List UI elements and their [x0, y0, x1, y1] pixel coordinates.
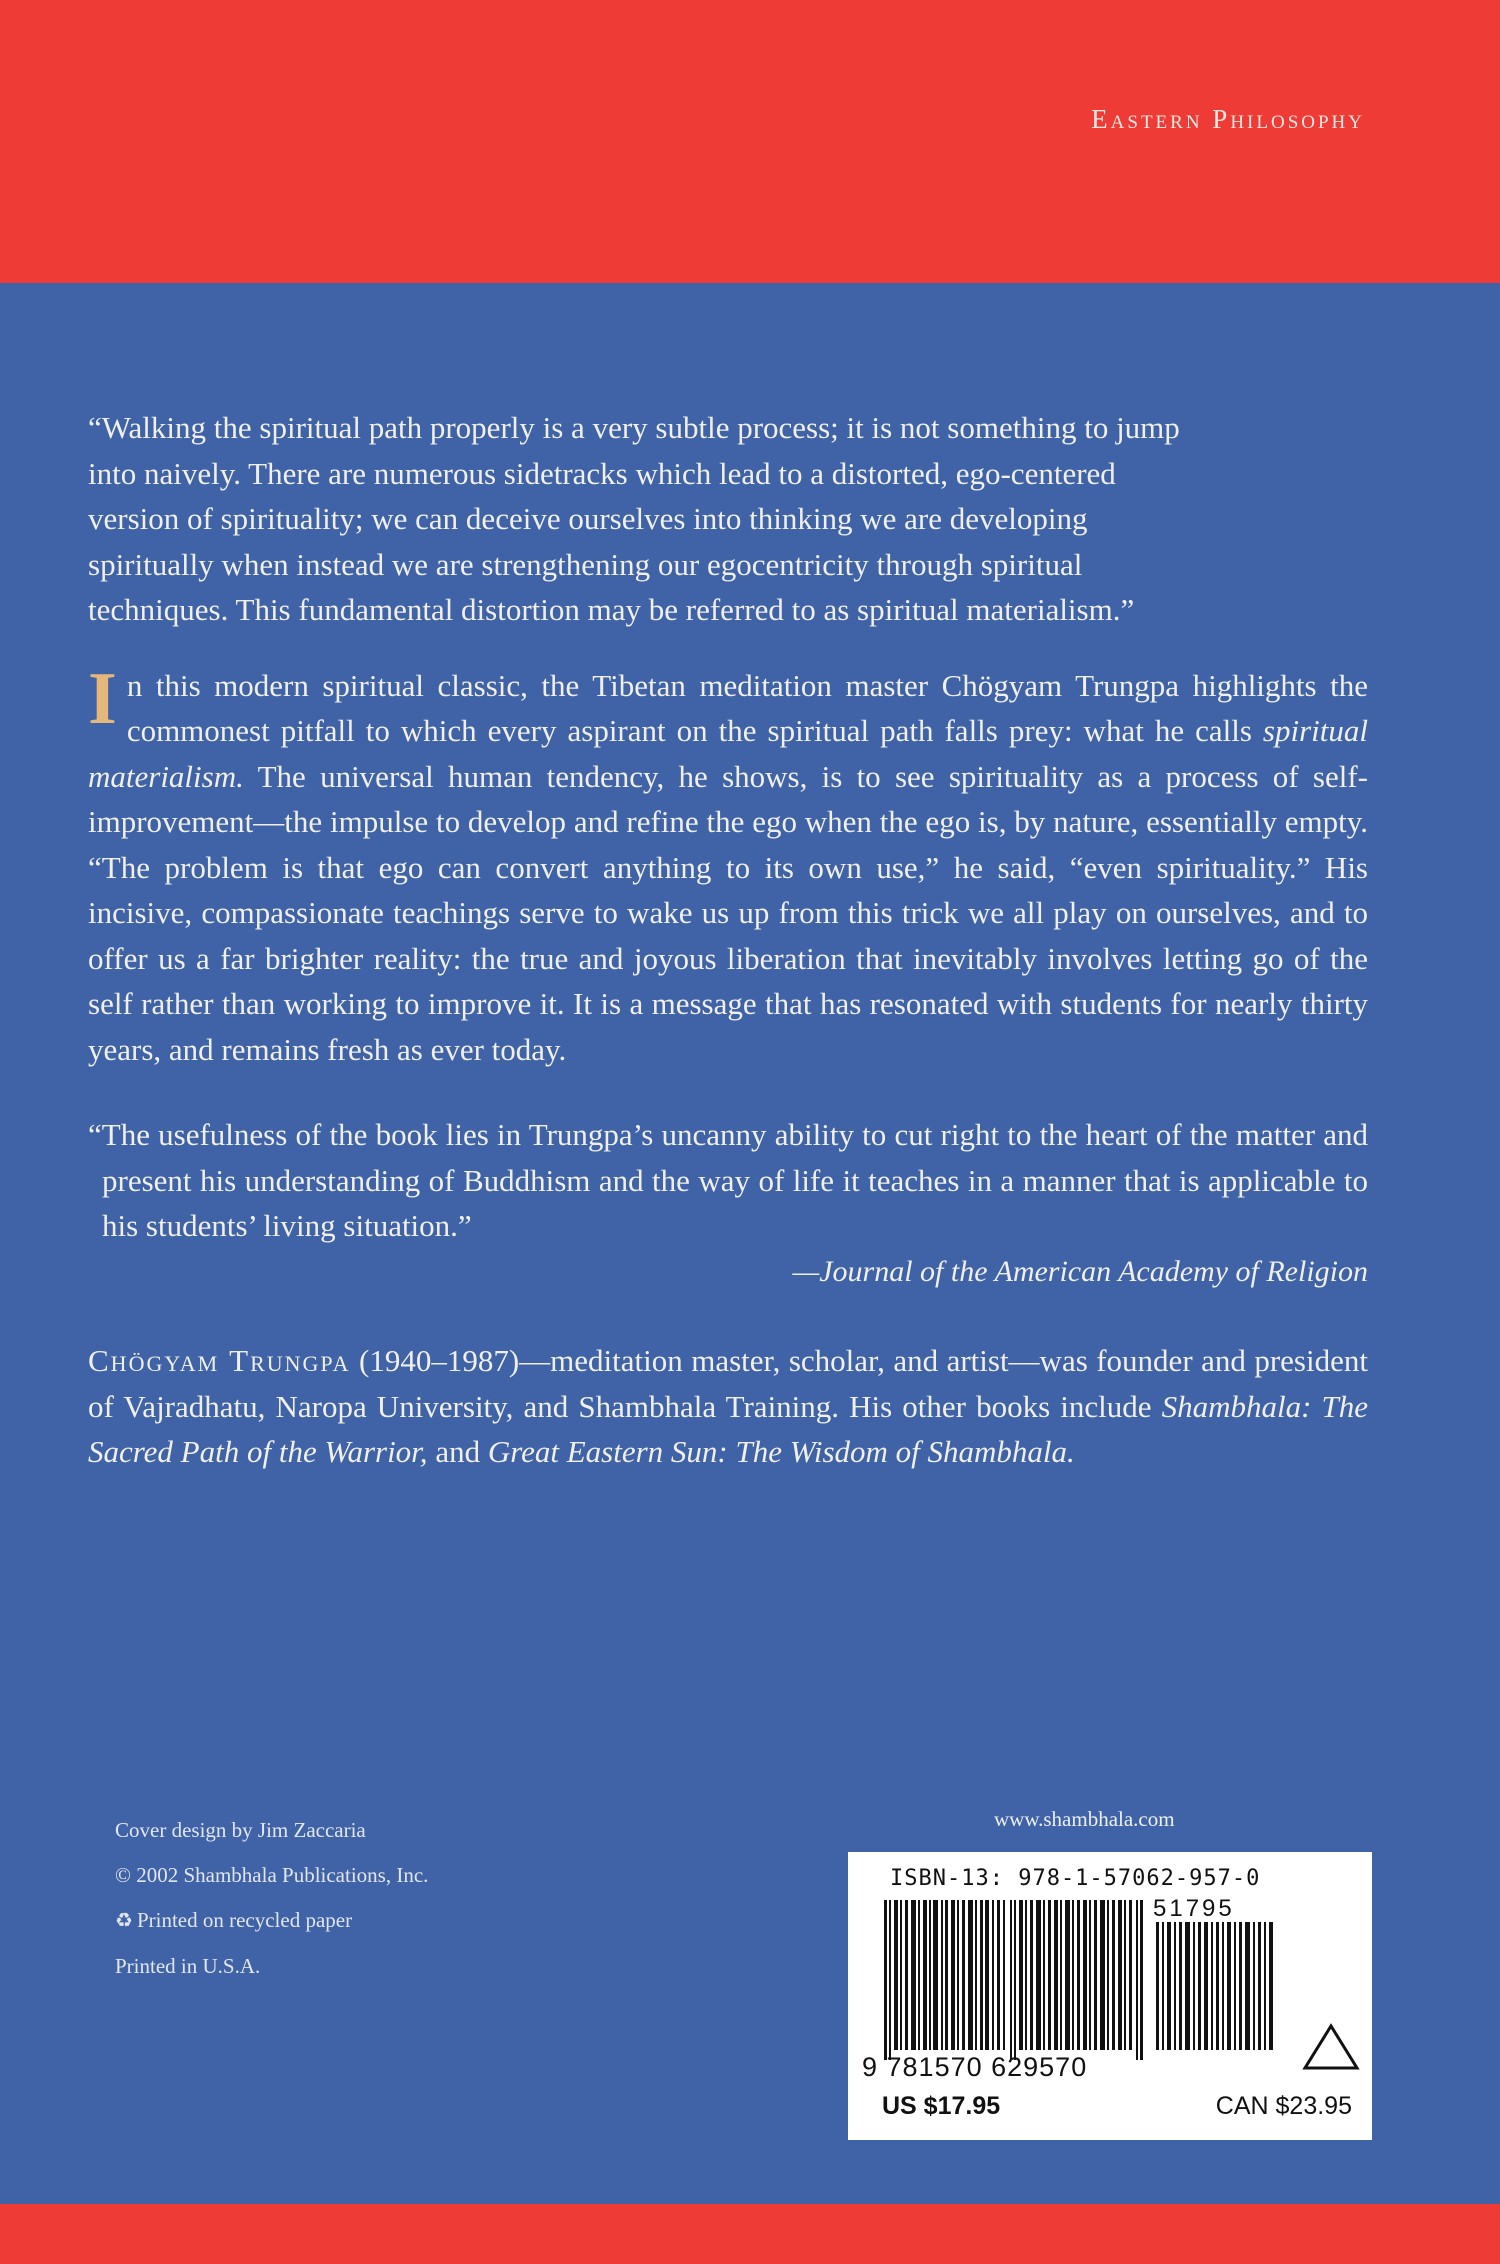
quote-line: techniques. This fundamental distortion may be referred to as spiritual materialism.”: [88, 592, 1135, 627]
copyright-line: © 2002 Shambhala Publications, Inc.: [115, 1863, 429, 1887]
bio-text: and: [427, 1434, 488, 1469]
ean-barcode: [884, 1900, 1146, 2060]
author-name: Chögyam Trungpa: [88, 1343, 351, 1378]
category-label: Eastern Philosophy: [1091, 104, 1365, 134]
printed-in-line: Printed in U.S.A.: [115, 1954, 261, 1978]
price-us: US $17.95: [882, 2092, 1001, 2120]
recycle-icon: ♻: [115, 1910, 133, 1932]
quote-line: into naively. There are numerous sidetracks which lead to a distorted, ego-centered: [88, 455, 1116, 491]
opening-quote: [88, 405, 1368, 633]
quote-line: spiritually when instead we are strengthening our egocentricity through spiritual: [88, 546, 1083, 582]
drop-cap: I: [88, 657, 117, 740]
quote-line: version of spirituality; we can deceive ourselves into thinking we are developing: [88, 501, 1088, 536]
price-can: CAN $23.95: [1215, 2092, 1352, 2120]
quote-line: “Walking the spiritual path properly is a very subtle process; it is not something to jump: [88, 410, 1180, 445]
back-cover-text: [88, 405, 1368, 1475]
cover-design-credit: Cover design by Jim Zaccaria: [115, 1818, 366, 1842]
bottom-red-band: [0, 2204, 1500, 2264]
publisher-website[interactable]: www.shambhala.com: [994, 1807, 1175, 1831]
addon-number: 51795: [1153, 1895, 1235, 1922]
book-title: Great Eastern Sun: The Wisdom of Shambhala.: [487, 1434, 1075, 1469]
author-bio: [88, 1338, 1368, 1475]
review-quote: [88, 1112, 1368, 1294]
addon-barcode: [1156, 1922, 1286, 2050]
description-italic: spiritual materialism.: [88, 713, 1368, 794]
barcode-panel: [848, 1852, 1372, 2140]
book-title: Shambhala: The Sacred Path of the Warrior,: [88, 1388, 1368, 1469]
recycled-line: [115, 1898, 428, 1944]
bio-text: (1940–1987)—meditation master, scholar, and artist—was founder and president of Vajradhatu, Naropa University, and Shambhala Training. His other books include: [88, 1343, 1368, 1424]
triangle-icon: [1302, 2022, 1360, 2072]
publication-credits: [115, 1808, 428, 1989]
review-attribution: —Journal of the American Academy of Religion: [792, 1254, 1368, 1288]
description-text: n this modern spiritual classic, the Tibetan meditation master Chögyam Trungpa highlights the commonest pitfall to which every aspirant on the spiritual path falls prey: what he calls: [126, 667, 1368, 748]
isbn-text: ISBN-13: 978-1-57062-957-0: [890, 1866, 1261, 1891]
book-description: [88, 657, 1368, 1073]
description-text: The universal human tendency, he shows, is to see spirituality as a process of self-improvement—the impulse to develop and refine the ego when the ego is, by nature, essentially empty. “The problem is that ego can convert anything to its own use,” he said, “even spirituality.” His incisive, compassionate teachings serve to wake us up from this trick we all play on ourselves, and to offer us a far brighter reality: the true and joyous liberation that inevitably involves letting go of the self rather than working to improve it. It is a message that has resonated with students for nearly thirty years, and remains fresh as ever today.: [88, 758, 1368, 1067]
top-red-band: [0, 0, 1500, 283]
ean-number: 9 781570 629570: [862, 2052, 1088, 2082]
recycled-text: Printed on recycled paper: [136, 1908, 353, 1932]
review-text: “The usefulness of the book lies in Trungpa’s uncanny ability to cut right to the heart of the matter and present his understanding of Buddhism and the way of life it teaches in a manner that is applicable to his students’ living situation.”: [88, 1117, 1368, 1243]
